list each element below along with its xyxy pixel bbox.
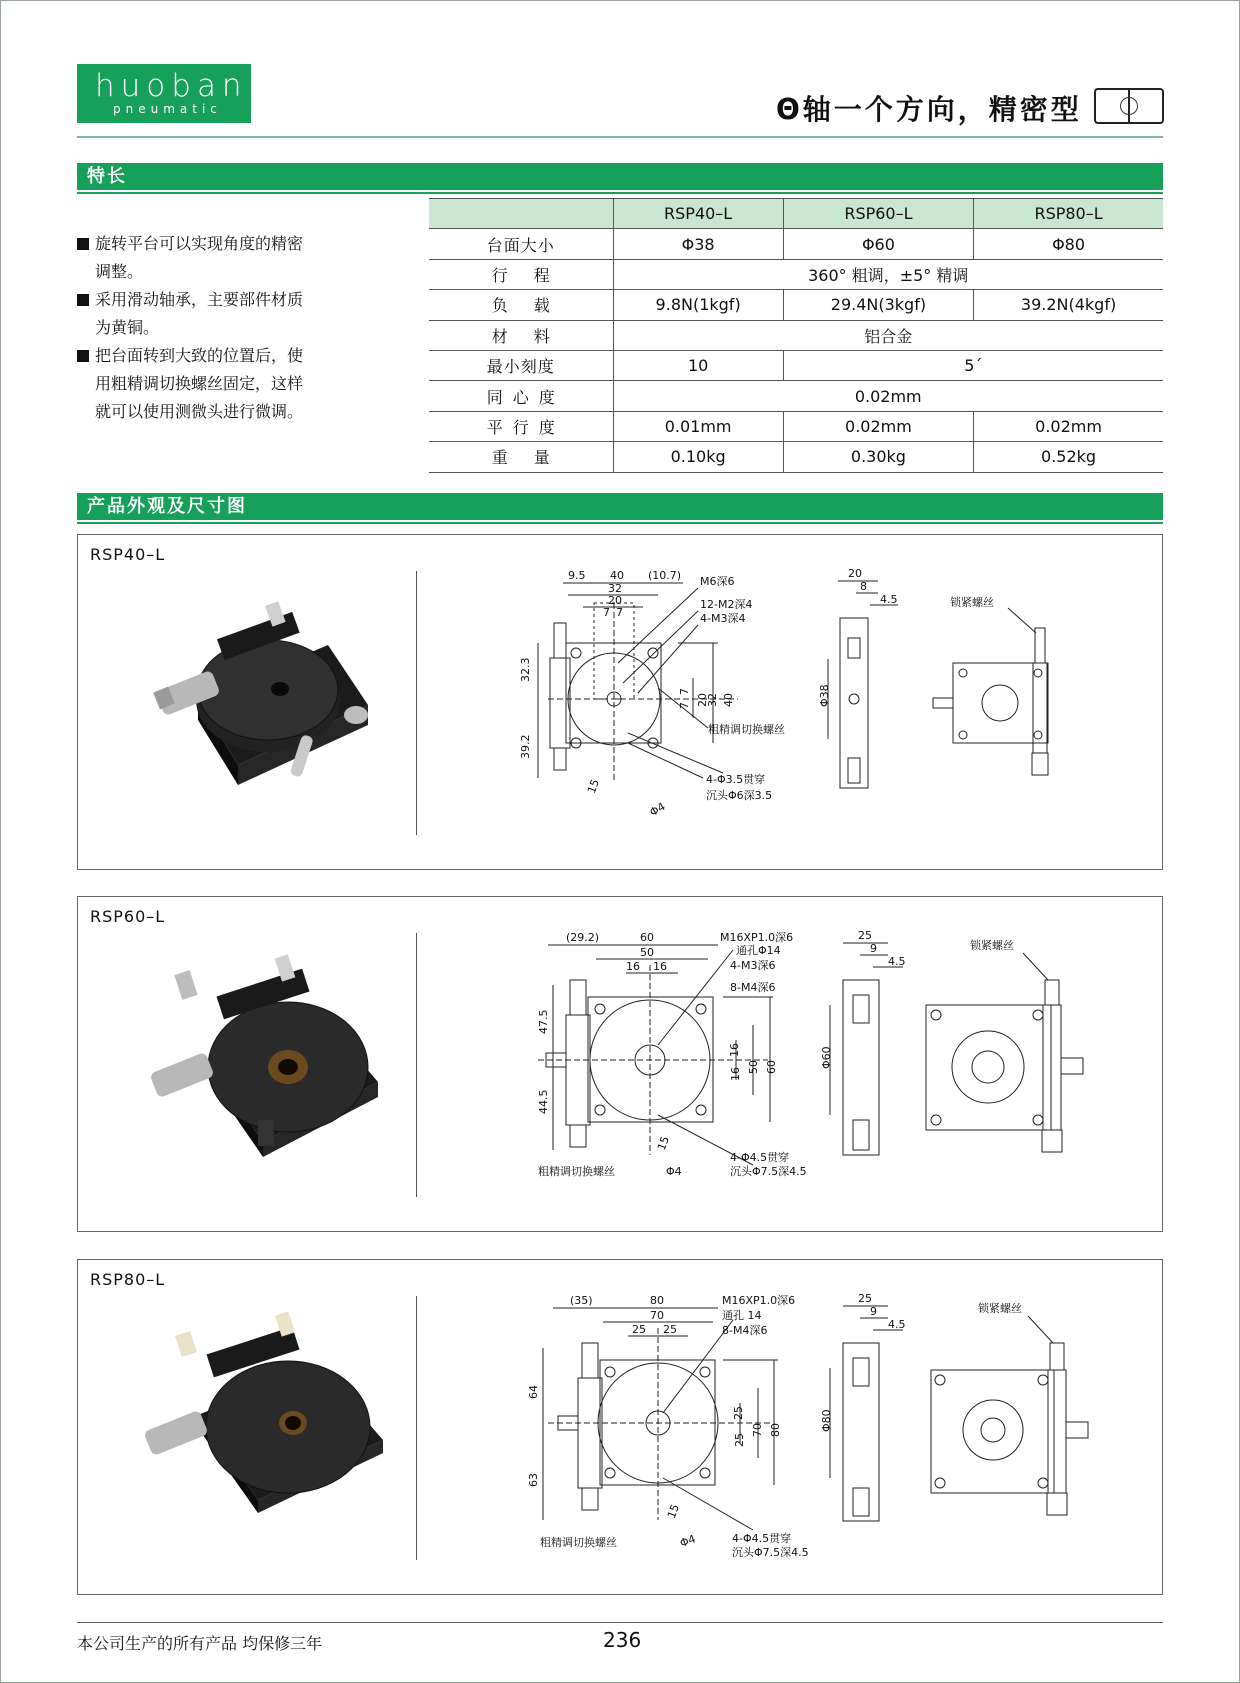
dimension-label: 沉头Φ6深3.5 xyxy=(706,789,773,802)
dimension-label: 粗精调切换螺丝 xyxy=(540,1536,617,1549)
product-panel-rsp80 xyxy=(77,1259,1163,1595)
table-cell: 0.02mm xyxy=(783,411,973,441)
dimension-label: 4-M3深6 xyxy=(730,959,776,972)
page-title: Θ轴一个方向，精密型 xyxy=(776,93,1082,126)
dimension-label: 64 xyxy=(527,1385,540,1399)
panel-model-label: RSP80–L xyxy=(90,1270,166,1289)
dimension-label: 50 xyxy=(747,1060,760,1074)
dimension-label: 7 xyxy=(603,606,610,619)
table-cell: 5´ xyxy=(783,350,1163,380)
dimension-label: 9 xyxy=(870,1305,877,1318)
dimension-label: 通孔 14 xyxy=(722,1309,762,1322)
dimension-label: 25 xyxy=(858,929,872,942)
logo-wordmark: huoban xyxy=(95,68,248,104)
dimension-label: 4-M3深4 xyxy=(700,612,746,625)
table-cell: 0.02mm xyxy=(613,381,1163,411)
table-cell: 360° 粗调，±5° 精调 xyxy=(613,259,1163,289)
dimension-label: 80 xyxy=(769,1423,782,1437)
page-number: 236 xyxy=(603,1628,642,1652)
feature-item: 旋转平台可以实现角度的精密 调整。 xyxy=(77,230,377,286)
table-cell: 29.4N(3kgf) xyxy=(783,290,973,320)
row-label: 负载 xyxy=(429,290,613,320)
footer-rule xyxy=(77,1622,1163,1623)
dimension-drawing xyxy=(508,1288,1158,1560)
dimension-label: Φ38 xyxy=(818,684,831,707)
dimension-label: 32 xyxy=(706,693,719,707)
panel-model-label: RSP40–L xyxy=(90,545,166,564)
table-cell: 0.52kg xyxy=(974,442,1163,472)
dimension-label: 8-M4深6 xyxy=(730,981,776,994)
table-cell: 10 xyxy=(613,350,783,380)
dimension-label: 80 xyxy=(650,1294,664,1307)
row-label: 平行度 xyxy=(429,411,613,441)
table-row xyxy=(429,350,1163,380)
panel-model-label: RSP60–L xyxy=(90,907,166,926)
dimension-label: 9.5 xyxy=(568,569,586,582)
dimension-label: 47.5 xyxy=(537,1009,550,1034)
table-cell: 铝合金 xyxy=(613,320,1163,350)
dimension-label: 8 xyxy=(860,580,867,593)
dimension-label: 40 xyxy=(722,693,735,707)
table-header-model: RSP80–L xyxy=(974,199,1163,229)
header-rule xyxy=(77,136,1163,138)
row-label: 同心度 xyxy=(429,381,613,411)
dimension-label: 15 xyxy=(664,1502,682,1521)
dimension-label: 32 xyxy=(608,582,622,595)
drawings-section-bar: 产品外观及尺寸图 xyxy=(77,493,1163,520)
table-row xyxy=(429,290,1163,320)
row-label: 台面大小 xyxy=(429,229,613,259)
dimension-label: 8-M4深6 xyxy=(722,1324,768,1337)
dimension-label: Φ4 xyxy=(666,1165,682,1178)
dimension-label: 70 xyxy=(650,1309,664,1322)
panel-divider xyxy=(416,933,417,1197)
dimension-label: (10.7) xyxy=(648,569,682,582)
dimension-label: 4-Φ4.5贯穿 xyxy=(730,1151,790,1164)
table-cell: 0.02mm xyxy=(974,411,1163,441)
table-row xyxy=(429,381,1163,411)
dimension-label: 12-M2深4 xyxy=(700,598,753,611)
dimension-label: 粗精调切换螺丝 xyxy=(708,723,785,736)
panel-divider xyxy=(416,571,417,835)
row-label: 最小刻度 xyxy=(429,350,613,380)
table-cell: 0.01mm xyxy=(613,411,783,441)
table-cell: 39.2N(4kgf) xyxy=(974,290,1163,320)
dimension-label: Φ60 xyxy=(820,1046,833,1069)
table-header-model: RSP40–L xyxy=(613,199,783,229)
dimension-label: 25 xyxy=(732,1406,745,1420)
dimension-label: 锁紧螺丝 xyxy=(950,596,994,609)
dimension-label: (29.2) xyxy=(566,931,600,944)
spec-table xyxy=(429,198,1163,473)
row-label: 重量 xyxy=(429,442,613,472)
features-section-bar: 特长 xyxy=(77,163,1163,190)
warranty-note: 本公司生产的所有产品 均保修三年 xyxy=(77,1634,323,1653)
dimension-label: 4.5 xyxy=(888,955,906,968)
features-list xyxy=(77,230,377,426)
dimension-label: 4-Φ4.5贯穿 xyxy=(732,1532,792,1545)
dimension-label: 16 xyxy=(728,1043,741,1057)
row-label: 行程 xyxy=(429,259,613,289)
dimension-label: 7 xyxy=(678,702,691,709)
table-row xyxy=(429,229,1163,259)
logo-subtitle: pneumatic xyxy=(113,102,222,116)
dimension-label: 70 xyxy=(751,1423,764,1437)
dimension-label: 60 xyxy=(765,1060,778,1074)
dimension-label: 44.5 xyxy=(537,1089,550,1114)
dimension-label: 4.5 xyxy=(888,1318,906,1331)
table-row xyxy=(429,320,1163,350)
dimension-label: (35) xyxy=(570,1294,593,1307)
dimension-drawing xyxy=(508,563,1158,828)
feature-item: 把台面转到大致的位置后，使 用粗精调切换螺丝固定，这样 就可以使用测微头进行微调。 xyxy=(77,342,377,426)
rotation-stage-icon xyxy=(1094,88,1164,124)
row-label: 材料 xyxy=(429,320,613,350)
dimension-label: M6深6 xyxy=(700,575,735,588)
dimension-label: 60 xyxy=(640,931,654,944)
dimension-label: 20 xyxy=(608,594,622,607)
dimension-label: 32.3 xyxy=(519,657,532,682)
dimension-label: 25 xyxy=(663,1323,677,1336)
dimension-label: M16XP1.0深6 xyxy=(720,931,794,944)
dimension-label: 粗精调切换螺丝 xyxy=(538,1165,615,1178)
product-panel-rsp40 xyxy=(77,534,1163,870)
table-header-row xyxy=(429,199,1163,229)
dimension-label: 15 xyxy=(654,1134,672,1153)
dimension-label: 7 xyxy=(616,606,623,619)
product-photo xyxy=(128,942,398,1192)
dimension-label: 沉头Φ7.5深4.5 xyxy=(730,1165,807,1178)
dimension-label: 16 xyxy=(626,960,640,973)
dimension-label: 16 xyxy=(653,960,667,973)
table-header-blank xyxy=(429,199,613,229)
table-header-model: RSP60–L xyxy=(783,199,973,229)
table-row xyxy=(429,442,1163,472)
dimension-label: Φ4 xyxy=(678,1532,698,1550)
dimension-label: Φ4 xyxy=(647,799,668,820)
dimension-label: 7 xyxy=(678,688,691,695)
dimension-label: 15 xyxy=(584,777,602,796)
company-logo xyxy=(77,64,251,123)
dimension-label: 20 xyxy=(696,693,709,707)
panel-divider xyxy=(416,1296,417,1560)
dimension-label: 39.2 xyxy=(519,734,532,759)
feature-item: 采用滑动轴承，主要部件材质 为黄铜。 xyxy=(77,286,377,342)
dimension-label: 50 xyxy=(640,946,654,959)
table-row xyxy=(429,259,1163,289)
table-cell: 9.8N(1kgf) xyxy=(613,290,783,320)
dimension-label: 25 xyxy=(632,1323,646,1336)
table-cell: Φ60 xyxy=(783,229,973,259)
dimension-label: 锁紧螺丝 xyxy=(978,1302,1022,1315)
dimension-label: 4-Φ3.5贯穿 xyxy=(706,773,766,786)
product-photo xyxy=(128,1305,398,1555)
table-cell: 0.10kg xyxy=(613,442,783,472)
dimension-drawing xyxy=(508,925,1158,1195)
table-row xyxy=(429,411,1163,441)
dimension-label: 锁紧螺丝 xyxy=(970,939,1014,952)
table-cell: Φ80 xyxy=(974,229,1163,259)
table-cell: 0.30kg xyxy=(783,442,973,472)
dimension-label: 16 xyxy=(729,1067,742,1081)
dimension-label: 20 xyxy=(848,567,862,580)
dimension-label: 25 xyxy=(733,1433,746,1447)
dimension-label: 9 xyxy=(870,942,877,955)
dimension-label: 40 xyxy=(610,569,624,582)
dimension-label: 25 xyxy=(858,1292,872,1305)
table-cell: Φ38 xyxy=(613,229,783,259)
product-photo xyxy=(128,585,388,825)
dimension-label: 通孔Φ14 xyxy=(736,944,781,957)
dimension-label: 4.5 xyxy=(880,593,898,606)
dimension-label: M16XP1.0深6 xyxy=(722,1294,796,1307)
dimension-label: Φ80 xyxy=(820,1409,833,1432)
product-panel-rsp60 xyxy=(77,896,1163,1232)
dimension-label: 沉头Φ7.5深4.5 xyxy=(732,1546,809,1559)
dimension-label: 63 xyxy=(527,1473,540,1487)
